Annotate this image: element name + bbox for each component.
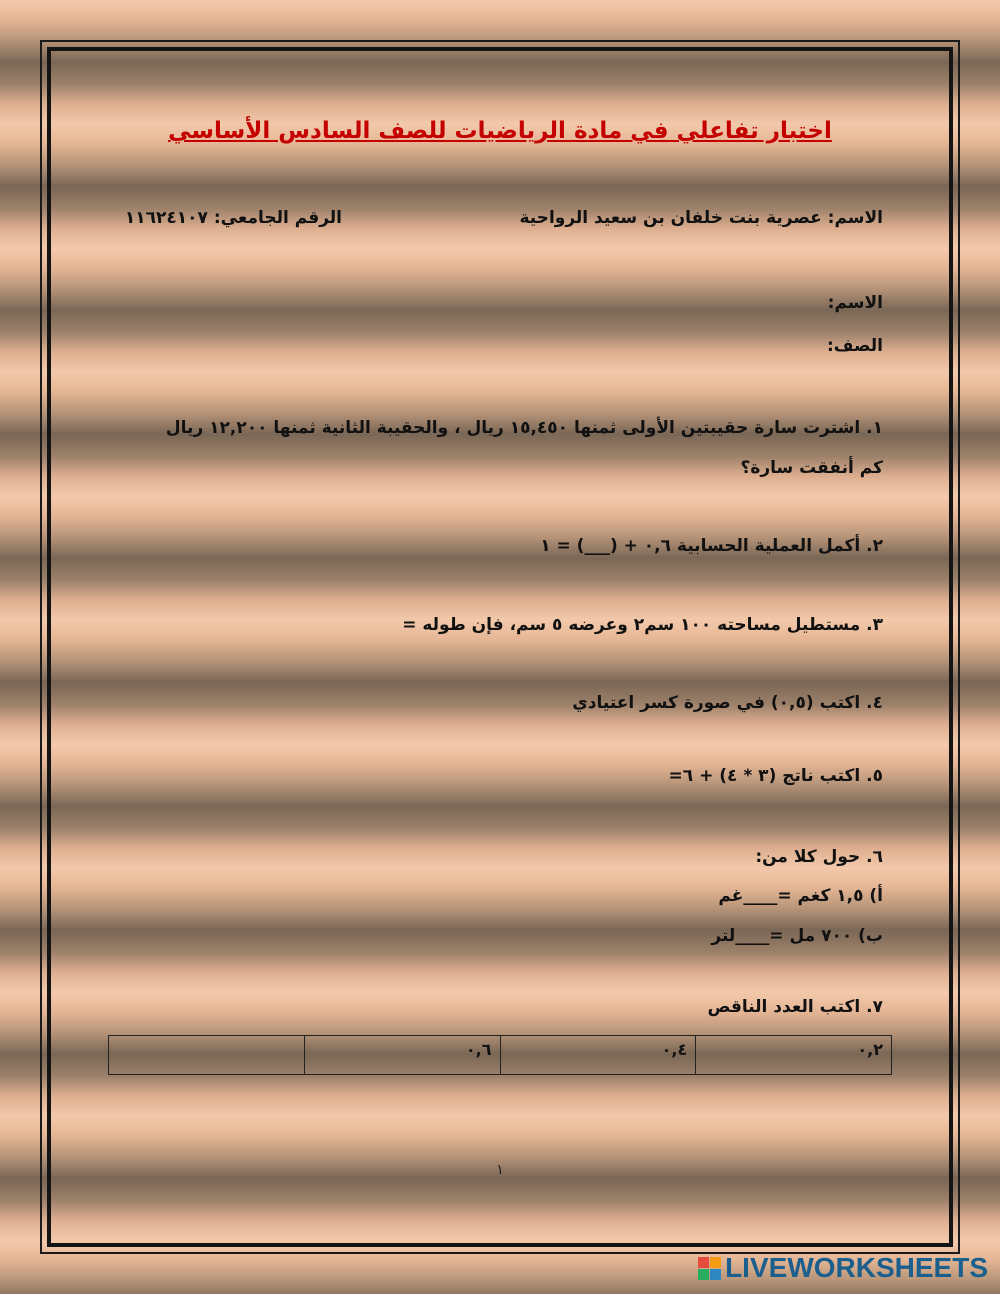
logo-mark-icon [698,1257,721,1280]
sequence-cell: ٠,٤ [500,1036,696,1074]
question-2: ٢. أكمل العملية الحسابية ٠,٦ + (___) = ١ [540,536,883,556]
question-7: ٧. اكتب العدد الناقص [707,997,883,1017]
student-id-line: الرقم الجامعي: ١١٦٢٤١٠٧ [124,208,342,228]
question-3: ٣. مستطيل مساحته ١٠٠ سم٢ وعرضه ٥ سم، فإن طوله = [402,615,883,635]
liveworksheets-logo [698,1252,988,1284]
student-name-line: الاسم: عصرية بنت خلفان بن سعيد الرواحية [519,208,883,228]
sequence-answer-cell[interactable] [109,1036,304,1074]
question-6: ٦. حول كلا من: [755,847,883,867]
question-1-line-2: كم أنفقت سارة؟ [740,458,883,478]
sequence-cell: ٠,٦ [304,1036,500,1074]
sequence-table [108,1035,892,1075]
class-label: الصف: [826,336,883,356]
question-6-a: أ) ١,٥ كغم =____غم [718,886,883,906]
question-4: ٤. اكتب (٠,٥) في صورة كسر اعتيادي [572,693,883,713]
question-1-line-1: ١. اشترت سارة حقيبتين الأولى ثمنها ١٥,٤٥٠ ريال ، والحقيبة الثانية ثمنها ١٢,٢٠٠ ريال [165,418,883,438]
page-title: اختبار تفاعلي في مادة الرياضيات للصف السادس الأساسي [168,118,832,144]
question-5: ٥. اكتب ناتج (٣ * ٤) + ٦= [668,766,883,786]
sequence-cell: ٠,٢ [695,1036,891,1074]
logo-text: LIVEWORKSHEETS [725,1252,988,1283]
page-number: ١ [496,1162,504,1178]
name-label: الاسم: [827,293,883,313]
question-6-b: ب) ٧٠٠ مل =____لتر [711,926,883,946]
